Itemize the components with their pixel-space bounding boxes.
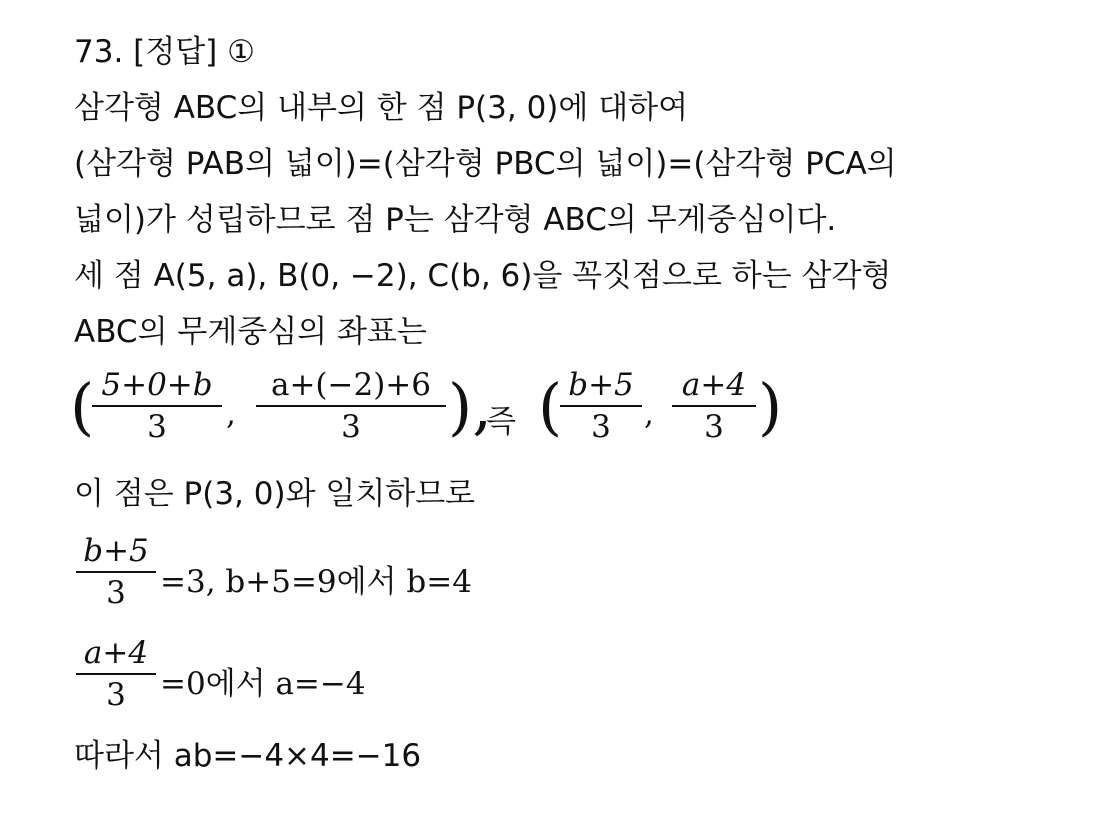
comma: , [644,396,654,432]
comma: , [226,396,236,432]
line-vertices: 세 점 A(5, a), B(0, −2), C(b, 6)을 꼭짓점으로 하는 삼각형 [74,258,892,294]
fraction-denominator: 3 [591,409,611,445]
fraction-y [256,366,446,446]
equation-b-rest: =3, b+5=9에서 b=4 [160,564,472,600]
line-coincide: 이 점은 P(3, 0)와 일치하므로 [74,476,476,512]
line-interior-point: 삼각형 ABC의 내부의 한 점 P(3, 0)에 대하여 [74,90,689,126]
equation-a-rest: =0에서 a=−4 [160,666,366,702]
right-paren: ), [448,370,492,443]
fraction-y-numerator: a+(−2)+6 [270,367,432,403]
fraction-x-numerator: 5+0+b [101,367,213,403]
fraction-x [92,366,222,446]
line-area-equal: (삼각형 PAB의 넓이)=(삼각형 PBC의 넓이)=(삼각형 PCA의 [74,146,897,182]
line-centroid-coord: ABC의 무게중심의 좌표는 [74,314,427,350]
fraction-numerator: a+4 [83,635,149,671]
line-conclusion: 따라서 ab=−4×4=−16 [74,738,422,774]
fraction-x-denominator: 3 [147,409,167,445]
left-paren: ( [70,370,95,443]
fraction-bar [76,673,156,675]
fraction-numerator: b+5 [568,367,634,403]
fraction-y-simplified [672,366,756,446]
fraction-bar [672,405,756,407]
fraction-bar [92,405,222,407]
line-centroid: 넓이)가 성립하므로 점 P는 삼각형 ABC의 무게중심이다. [74,202,837,238]
fraction-bar [76,571,156,573]
fraction-y-denominator: 3 [341,409,361,445]
fraction-denominator: 3 [704,409,724,445]
fraction-denominator: 3 [106,677,126,713]
fraction-a [76,634,156,714]
answer-heading: 73. [정답] ① [74,34,255,70]
fraction-x-simplified [560,366,642,446]
fraction-denominator: 3 [106,575,126,611]
left-paren: ( [538,370,563,443]
fraction-bar [256,405,446,407]
fraction-bar [560,405,642,407]
fraction-numerator: a+4 [681,367,747,403]
word-that-is: 즉 [486,404,516,440]
fraction-numerator: b+5 [83,533,149,569]
right-paren: ) [758,370,783,443]
fraction-b [76,532,156,612]
